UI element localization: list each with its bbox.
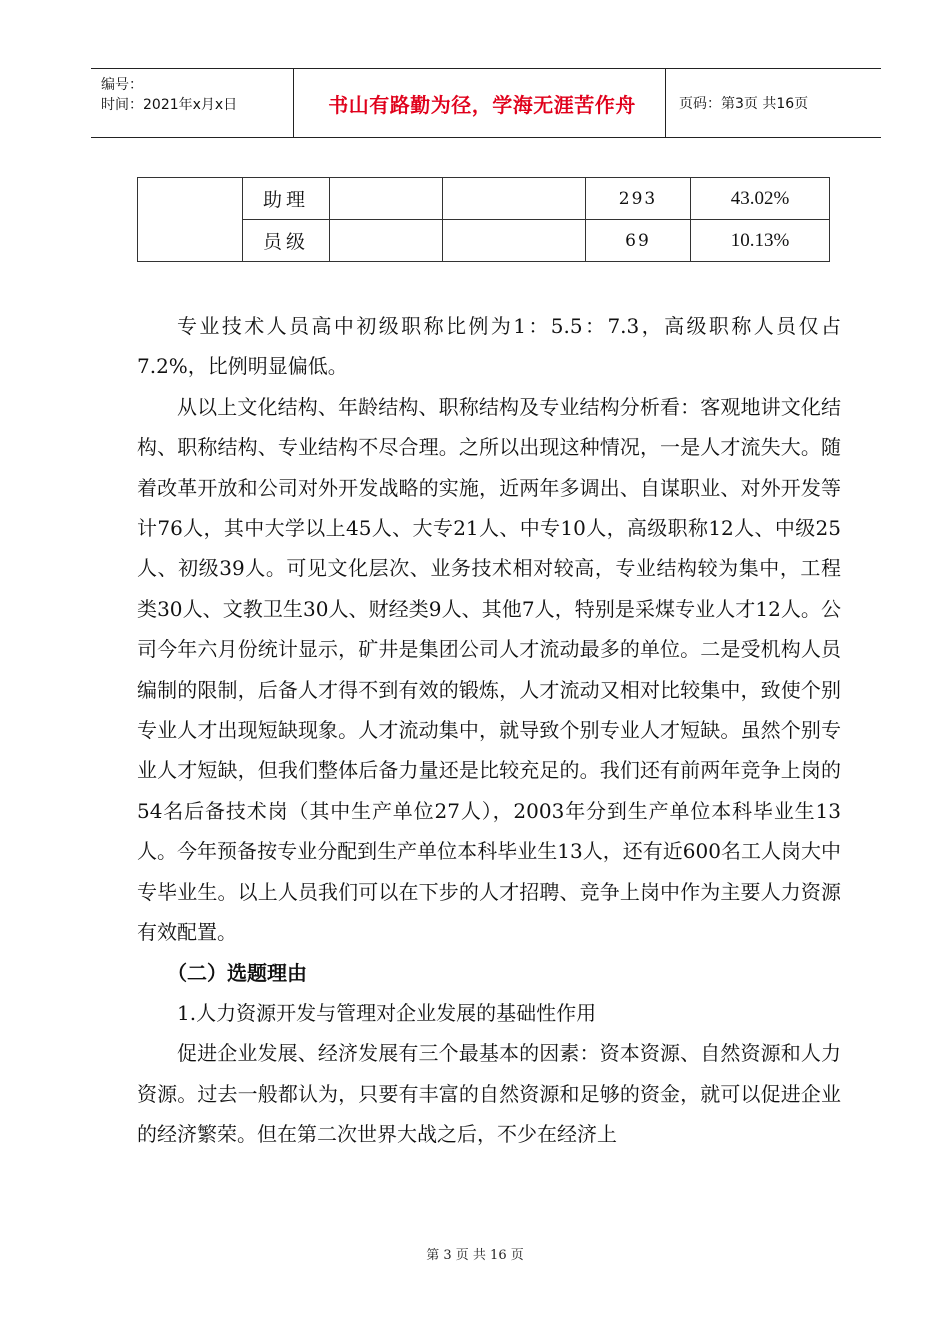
table-cell-level: 员级 [243, 220, 330, 262]
page-header [91, 68, 881, 138]
table-cell-count: 69 [586, 220, 691, 262]
title-table [137, 177, 830, 262]
date-label: 时间：2021年x月x日 [101, 97, 238, 113]
paragraph: 促进企业发展、经济发展有三个最基本的因素：资本资源、自然资源和人力资源。过去一般都认为，只要有丰富的自然资源和足够的资金，就可以促进企业的经济繁荣。但在第二次世界大战之后，不少在经济上 [137, 1041, 841, 1147]
table-cell-count: 293 [586, 178, 691, 220]
body-text [137, 306, 841, 1155]
table-cell [330, 178, 443, 220]
table-cell-percent: 43.02% [691, 178, 830, 220]
table-cell-percent: 10.13% [691, 220, 830, 262]
table-cell [138, 178, 243, 262]
header-page-info: 页码：第3页 共16页 [679, 96, 809, 112]
header-divider [293, 69, 294, 137]
section-heading: （二）选题理由 [167, 960, 307, 985]
subheading: 1.人力资源开发与管理对企业发展的基础性作用 [177, 1000, 597, 1025]
table-cell [443, 220, 586, 262]
paragraph: 专业技术人员高中初级职称比例为1：5.5：7.3，高级职称人员仅占7.2%，比例明显偏低。 [137, 314, 841, 379]
table-cell-level: 助理 [243, 178, 330, 220]
paragraph: 从以上文化结构、年龄结构、职称结构及专业结构分析看：客观地讲文化结构、职称结构、专业结构不尽合理。之所以出现这种情况，一是人才流失大。随着改革开放和公司对外开发战略的实施，近两年多调出、自谋职业、对外开发等计76人，其中大学以上45人、大专21人、中专10人，高级职称12人、中级25人、初级39人。可见文化层次、业务技术相对较高，专业结构较为集中，工程类30人、文教卫生30人、财经类9人、其他7人，特别是采煤专业人才12人。公司今年六月份统计显示，矿井是集团公司人才流动最多的单位。二是受机构人员编制的限制，后备人才得不到有效的锻炼，人才流动又相对比较集中，致使个别专业人才出现短缺现象。人才流动集中，就导致个别专业人才短缺。虽然个别专业人才短缺，但我们整体后备力量还是比较充足的。我们还有前两年竞争上岗的54名后备技术岗（其中生产单位27人），2003年分到生产单位本科毕业生13人。今年预备按专业分配到生产单位本科毕业生13人，还有近600名工人岗大中专毕业生。以上人员我们可以在下步的人才招聘、竞争上岗中作为主要人力资源有效配置。 [137, 394, 841, 945]
table-cell [443, 178, 586, 220]
table-cell [330, 220, 443, 262]
table-row [138, 178, 830, 220]
header-motto: 书山有路勤为径，学海无涯苦作舟 [328, 93, 636, 117]
header-meta [101, 75, 237, 115]
page-footer: 第 3 页 共 16 页 [426, 1248, 524, 1263]
code-label: 编号： [101, 77, 143, 93]
header-divider [665, 69, 666, 137]
